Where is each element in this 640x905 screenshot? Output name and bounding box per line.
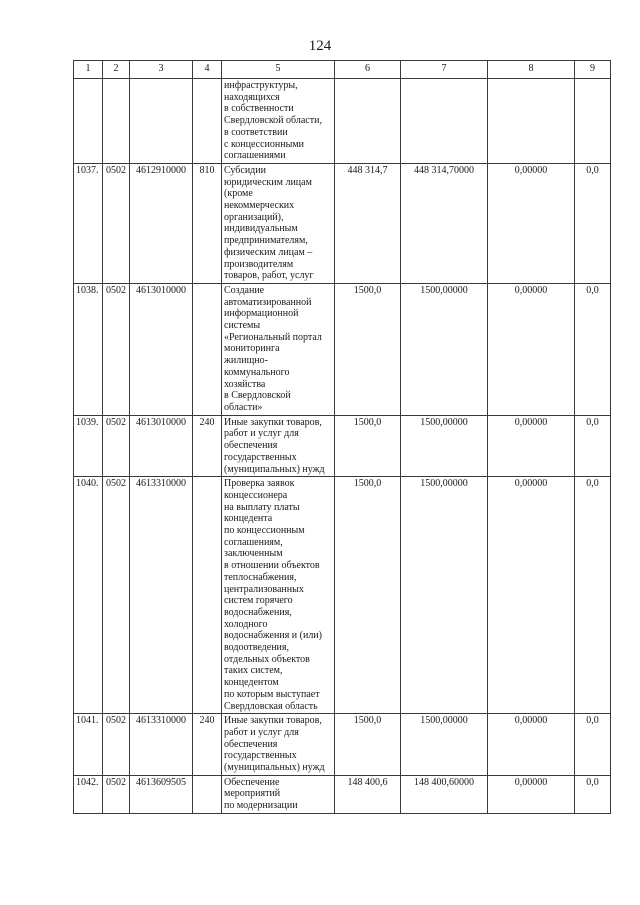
expense-type-code-cell	[193, 283, 222, 415]
column-header: 4	[193, 61, 222, 79]
item-name-line: мероприятий	[224, 788, 281, 800]
row-number-cell: 1042.	[74, 775, 103, 813]
item-name-cell	[222, 415, 335, 477]
item-name-cell	[222, 79, 335, 164]
item-name-line: водоснабжения и (или)	[224, 630, 322, 642]
item-name-line: по которым выступает	[224, 688, 320, 700]
item-name-line: соглашениями	[224, 150, 286, 162]
column-header: 3	[130, 61, 193, 79]
section-code-cell: 0502	[103, 283, 130, 415]
percent-cell: 0,0	[575, 163, 611, 283]
item-name-line: по модернизации	[224, 800, 298, 812]
amount-executed-cell: 148 400,60000	[401, 775, 488, 813]
column-header: 8	[488, 61, 575, 79]
item-name-line: на выплату платы	[224, 501, 300, 513]
item-name-line: работ и услуг для	[224, 428, 299, 440]
item-name-line: водоотведения,	[224, 642, 289, 654]
item-name-line: государственных	[224, 451, 297, 463]
item-name-line: в Свердловской	[224, 390, 291, 402]
percent-cell	[575, 79, 611, 164]
item-name-line: информационной	[224, 308, 299, 320]
item-name-line: отдельных объектов	[224, 653, 310, 665]
row-number-cell: 1038.	[74, 283, 103, 415]
expense-type-code-cell	[193, 775, 222, 813]
item-name-line: холодного	[224, 618, 268, 630]
target-article-code-cell: 4613609505	[130, 775, 193, 813]
amount-remaining-cell: 0,00000	[488, 775, 575, 813]
item-name-cell	[222, 163, 335, 283]
target-article-code-cell: 4613010000	[130, 283, 193, 415]
item-name-line: в соответствии	[224, 126, 288, 138]
item-name-line: таких систем,	[224, 665, 283, 677]
amount-remaining-cell: 0,00000	[488, 477, 575, 714]
item-name-line: хозяйства	[224, 378, 266, 390]
item-name-cell	[222, 283, 335, 415]
item-name-line: концессионера	[224, 489, 288, 501]
item-name-line: (муниципальных) нужд	[224, 762, 325, 774]
amount-remaining-cell: 0,00000	[488, 283, 575, 415]
column-header: 2	[103, 61, 130, 79]
item-name-line: инфраструктуры,	[224, 80, 298, 91]
amount-remaining-cell	[488, 79, 575, 164]
item-name-line: коммунального	[224, 366, 290, 378]
item-name-line: товаров, работ, услуг	[224, 270, 314, 282]
amount-cell: 448 314,7	[335, 163, 401, 283]
expense-type-code-cell	[193, 79, 222, 164]
item-name-line: концедентом	[224, 677, 279, 689]
item-name-line: «Региональный портал	[224, 331, 322, 343]
item-name-line: концедента	[224, 513, 273, 525]
percent-cell: 0,0	[575, 714, 611, 776]
table-row	[74, 477, 611, 714]
item-name-line: некоммерческих	[224, 200, 295, 212]
amount-cell	[335, 79, 401, 164]
target-article-code-cell: 4613310000	[130, 714, 193, 776]
item-name-line: с концессионными	[224, 138, 305, 150]
item-name-line: организаций),	[224, 211, 284, 223]
section-code-cell	[103, 79, 130, 164]
column-header: 7	[401, 61, 488, 79]
column-header: 5	[222, 61, 335, 79]
expense-type-code-cell	[193, 477, 222, 714]
page-number: 124	[308, 38, 332, 54]
amount-cell: 1500,0	[335, 415, 401, 477]
expense-type-code-cell: 240	[193, 714, 222, 776]
item-name-cell	[222, 477, 335, 714]
amount-remaining-cell: 0,00000	[488, 714, 575, 776]
item-name-line: в отношении объектов	[224, 560, 320, 572]
target-article-code-cell: 4613010000	[130, 415, 193, 477]
item-name-line: обеспечения	[224, 440, 278, 452]
item-name-line: автоматизированной	[224, 296, 312, 308]
table-row	[74, 775, 611, 813]
section-code-cell: 0502	[103, 775, 130, 813]
item-name-line: соглашениям,	[224, 536, 283, 548]
item-name-line: мониторинга	[224, 343, 280, 355]
table-row	[74, 415, 611, 477]
item-name-line: области»	[224, 401, 263, 413]
item-name-line: производителям	[224, 258, 294, 270]
item-name-line: Иные закупки товаров,	[224, 416, 322, 428]
amount-executed-cell: 1500,00000	[401, 283, 488, 415]
row-number-cell: 1039.	[74, 415, 103, 477]
amount-cell: 1500,0	[335, 714, 401, 776]
item-name-line: индивидуальным	[224, 223, 298, 235]
section-code-cell: 0502	[103, 477, 130, 714]
item-name-line: физическим лицам –	[224, 246, 313, 258]
amount-executed-cell: 1500,00000	[401, 477, 488, 714]
item-name-line: водоснабжения,	[224, 606, 292, 618]
item-name-line: жилищно-	[224, 355, 268, 367]
budget-table	[73, 60, 611, 814]
amount-cell: 1500,0	[335, 477, 401, 714]
item-name-line: находящихся	[224, 91, 280, 103]
item-name-line: теплоснабжения,	[224, 571, 297, 583]
table-row	[74, 79, 611, 164]
target-article-code-cell: 4612910000	[130, 163, 193, 283]
expense-type-code-cell: 810	[193, 163, 222, 283]
item-name-line: в собственности	[224, 103, 294, 115]
item-name-line: по концессионным	[224, 525, 305, 537]
section-code-cell: 0502	[103, 714, 130, 776]
table-row	[74, 283, 611, 415]
item-name-line: государственных	[224, 750, 297, 762]
item-name-line: Обеспечение	[224, 776, 280, 788]
item-name-cell	[222, 714, 335, 776]
row-number-cell: 1040.	[74, 477, 103, 714]
item-name-line: (муниципальных) нужд	[224, 463, 325, 475]
item-name-line: заключенным	[224, 548, 283, 560]
item-name-line: (кроме	[224, 188, 253, 200]
item-name-line: юридическим лицам	[224, 176, 312, 188]
item-name-line: Свердловской области,	[224, 115, 322, 127]
column-header: 1	[74, 61, 103, 79]
section-code-cell: 0502	[103, 415, 130, 477]
percent-cell: 0,0	[575, 415, 611, 477]
item-name-line: системы	[224, 320, 261, 332]
item-name-line: Свердловская область	[224, 700, 318, 712]
percent-cell: 0,0	[575, 477, 611, 714]
item-name-line: Создание	[224, 284, 265, 296]
amount-cell: 148 400,6	[335, 775, 401, 813]
table-body	[74, 79, 611, 814]
target-article-code-cell: 4613310000	[130, 477, 193, 714]
target-article-code-cell	[130, 79, 193, 164]
item-name-cell	[222, 775, 335, 813]
amount-executed-cell: 1500,00000	[401, 714, 488, 776]
item-name-line: Проверка заявок	[224, 478, 295, 490]
table-row	[74, 163, 611, 283]
row-number-cell: 1041.	[74, 714, 103, 776]
column-header: 9	[575, 61, 611, 79]
amount-executed-cell: 448 314,70000	[401, 163, 488, 283]
amount-cell: 1500,0	[335, 283, 401, 415]
table-row	[74, 714, 611, 776]
column-header: 6	[335, 61, 401, 79]
percent-cell: 0,0	[575, 775, 611, 813]
amount-remaining-cell: 0,00000	[488, 163, 575, 283]
item-name-line: централизованных	[224, 583, 304, 595]
item-name-line: предпринимателям,	[224, 235, 308, 247]
row-number-cell: 1037.	[74, 163, 103, 283]
amount-remaining-cell: 0,00000	[488, 415, 575, 477]
item-name-line: Иные закупки товаров,	[224, 715, 322, 727]
amount-executed-cell	[401, 79, 488, 164]
row-number-cell	[74, 79, 103, 164]
header-row	[74, 61, 611, 79]
item-name-line: работ и услуг для	[224, 726, 299, 738]
section-code-cell: 0502	[103, 163, 130, 283]
item-name-line: обеспечения	[224, 738, 278, 750]
item-name-line: систем горячего	[224, 595, 293, 607]
item-name-line: Субсидии	[224, 164, 266, 176]
percent-cell: 0,0	[575, 283, 611, 415]
amount-executed-cell: 1500,00000	[401, 415, 488, 477]
expense-type-code-cell: 240	[193, 415, 222, 477]
